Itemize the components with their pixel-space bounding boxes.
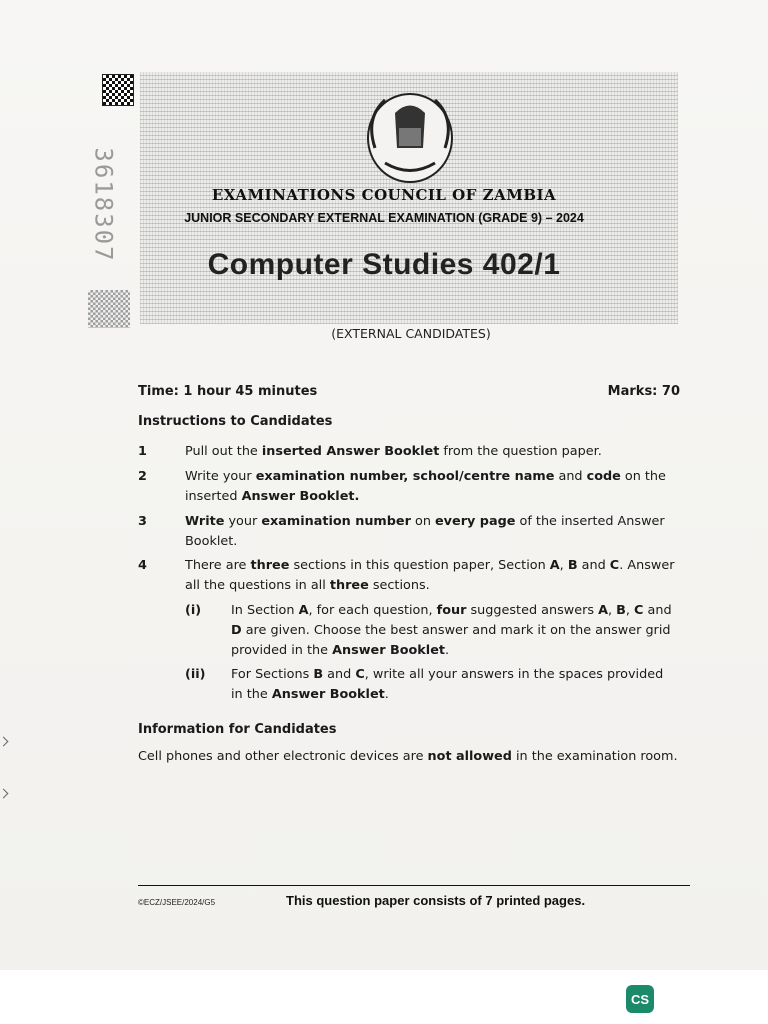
qr-code bbox=[102, 74, 134, 106]
instruction-item: 1 Pull out the inserted Answer Booklet from the question paper. bbox=[138, 442, 683, 462]
time-marks-row bbox=[138, 384, 680, 399]
coat-of-arms-icon bbox=[355, 88, 465, 188]
serial-number: 3618307 bbox=[90, 147, 118, 263]
total-marks: Marks: 70 bbox=[607, 384, 680, 399]
instruction-item: 4 There are three sections in this question paper, Section A, B and C. Answer all the questions in all three sections. bbox=[138, 556, 683, 596]
council-name: EXAMINATIONS COUNCIL OF ZAMBIA bbox=[211, 186, 557, 204]
instruction-sub-text: For Sections B and C, write all your answers in the spaces provided in the Answer Booklet. bbox=[231, 667, 664, 702]
instruction-sub-item: (i) In Section A, for each question, four suggested answers A, B, C and D are given. Choose the best answer and mark it on the answer grid provided in the Answer Booklet. bbox=[185, 601, 675, 661]
footer-divider bbox=[138, 885, 690, 886]
information-text: Cell phones and other electronic devices are not allowed in the examination room. bbox=[138, 749, 678, 764]
instruction-text: Pull out the inserted Answer Booklet from the question paper. bbox=[185, 444, 602, 459]
candidate-type: (EXTERNAL CANDIDATES) bbox=[331, 326, 491, 341]
camscanner-badge: CS bbox=[626, 985, 654, 1013]
page-count-note: This question paper consists of 7 printed pages. bbox=[286, 893, 586, 908]
instruction-item: 3 Write your examination number on every page of the inserted Answer Booklet. bbox=[138, 512, 683, 552]
instructions-heading: Instructions to Candidates bbox=[138, 414, 333, 429]
instruction-sub-item: (ii) For Sections B and C, write all your answers in the spaces provided in the Answer Booklet. bbox=[185, 665, 675, 705]
information-heading: Information for Candidates bbox=[138, 722, 337, 737]
edge-mark bbox=[0, 789, 8, 799]
instruction-text: Write your examination number, school/centre name and code on the inserted Answer Booklet. bbox=[185, 469, 666, 504]
footer-code: ©ECZ/JSEE/2024/G5 bbox=[138, 898, 216, 907]
subject-title: Computer Studies 402/1 bbox=[207, 248, 561, 281]
time-allowed: Time: 1 hour 45 minutes bbox=[138, 384, 318, 399]
instruction-sub-text: In Section A, for each question, four suggested answers A, B, C and D are given. Choose the best answer and mark it on the answer grid provided in the Answer Booklet. bbox=[231, 603, 672, 658]
datamatrix-code bbox=[88, 290, 130, 328]
exam-name: JUNIOR SECONDARY EXTERNAL EXAMINATION (GRADE 9) – 2024 bbox=[184, 211, 584, 225]
instruction-text: Write your examination number on every page of the inserted Answer Booklet. bbox=[185, 514, 665, 549]
instruction-text: There are three sections in this question paper, Section A, B and C. Answer all the questions in all three sections. bbox=[185, 558, 675, 593]
edge-mark bbox=[0, 737, 8, 747]
instruction-item: 2 Write your examination number, school/centre name and code on the inserted Answer Booklet. bbox=[138, 467, 683, 507]
